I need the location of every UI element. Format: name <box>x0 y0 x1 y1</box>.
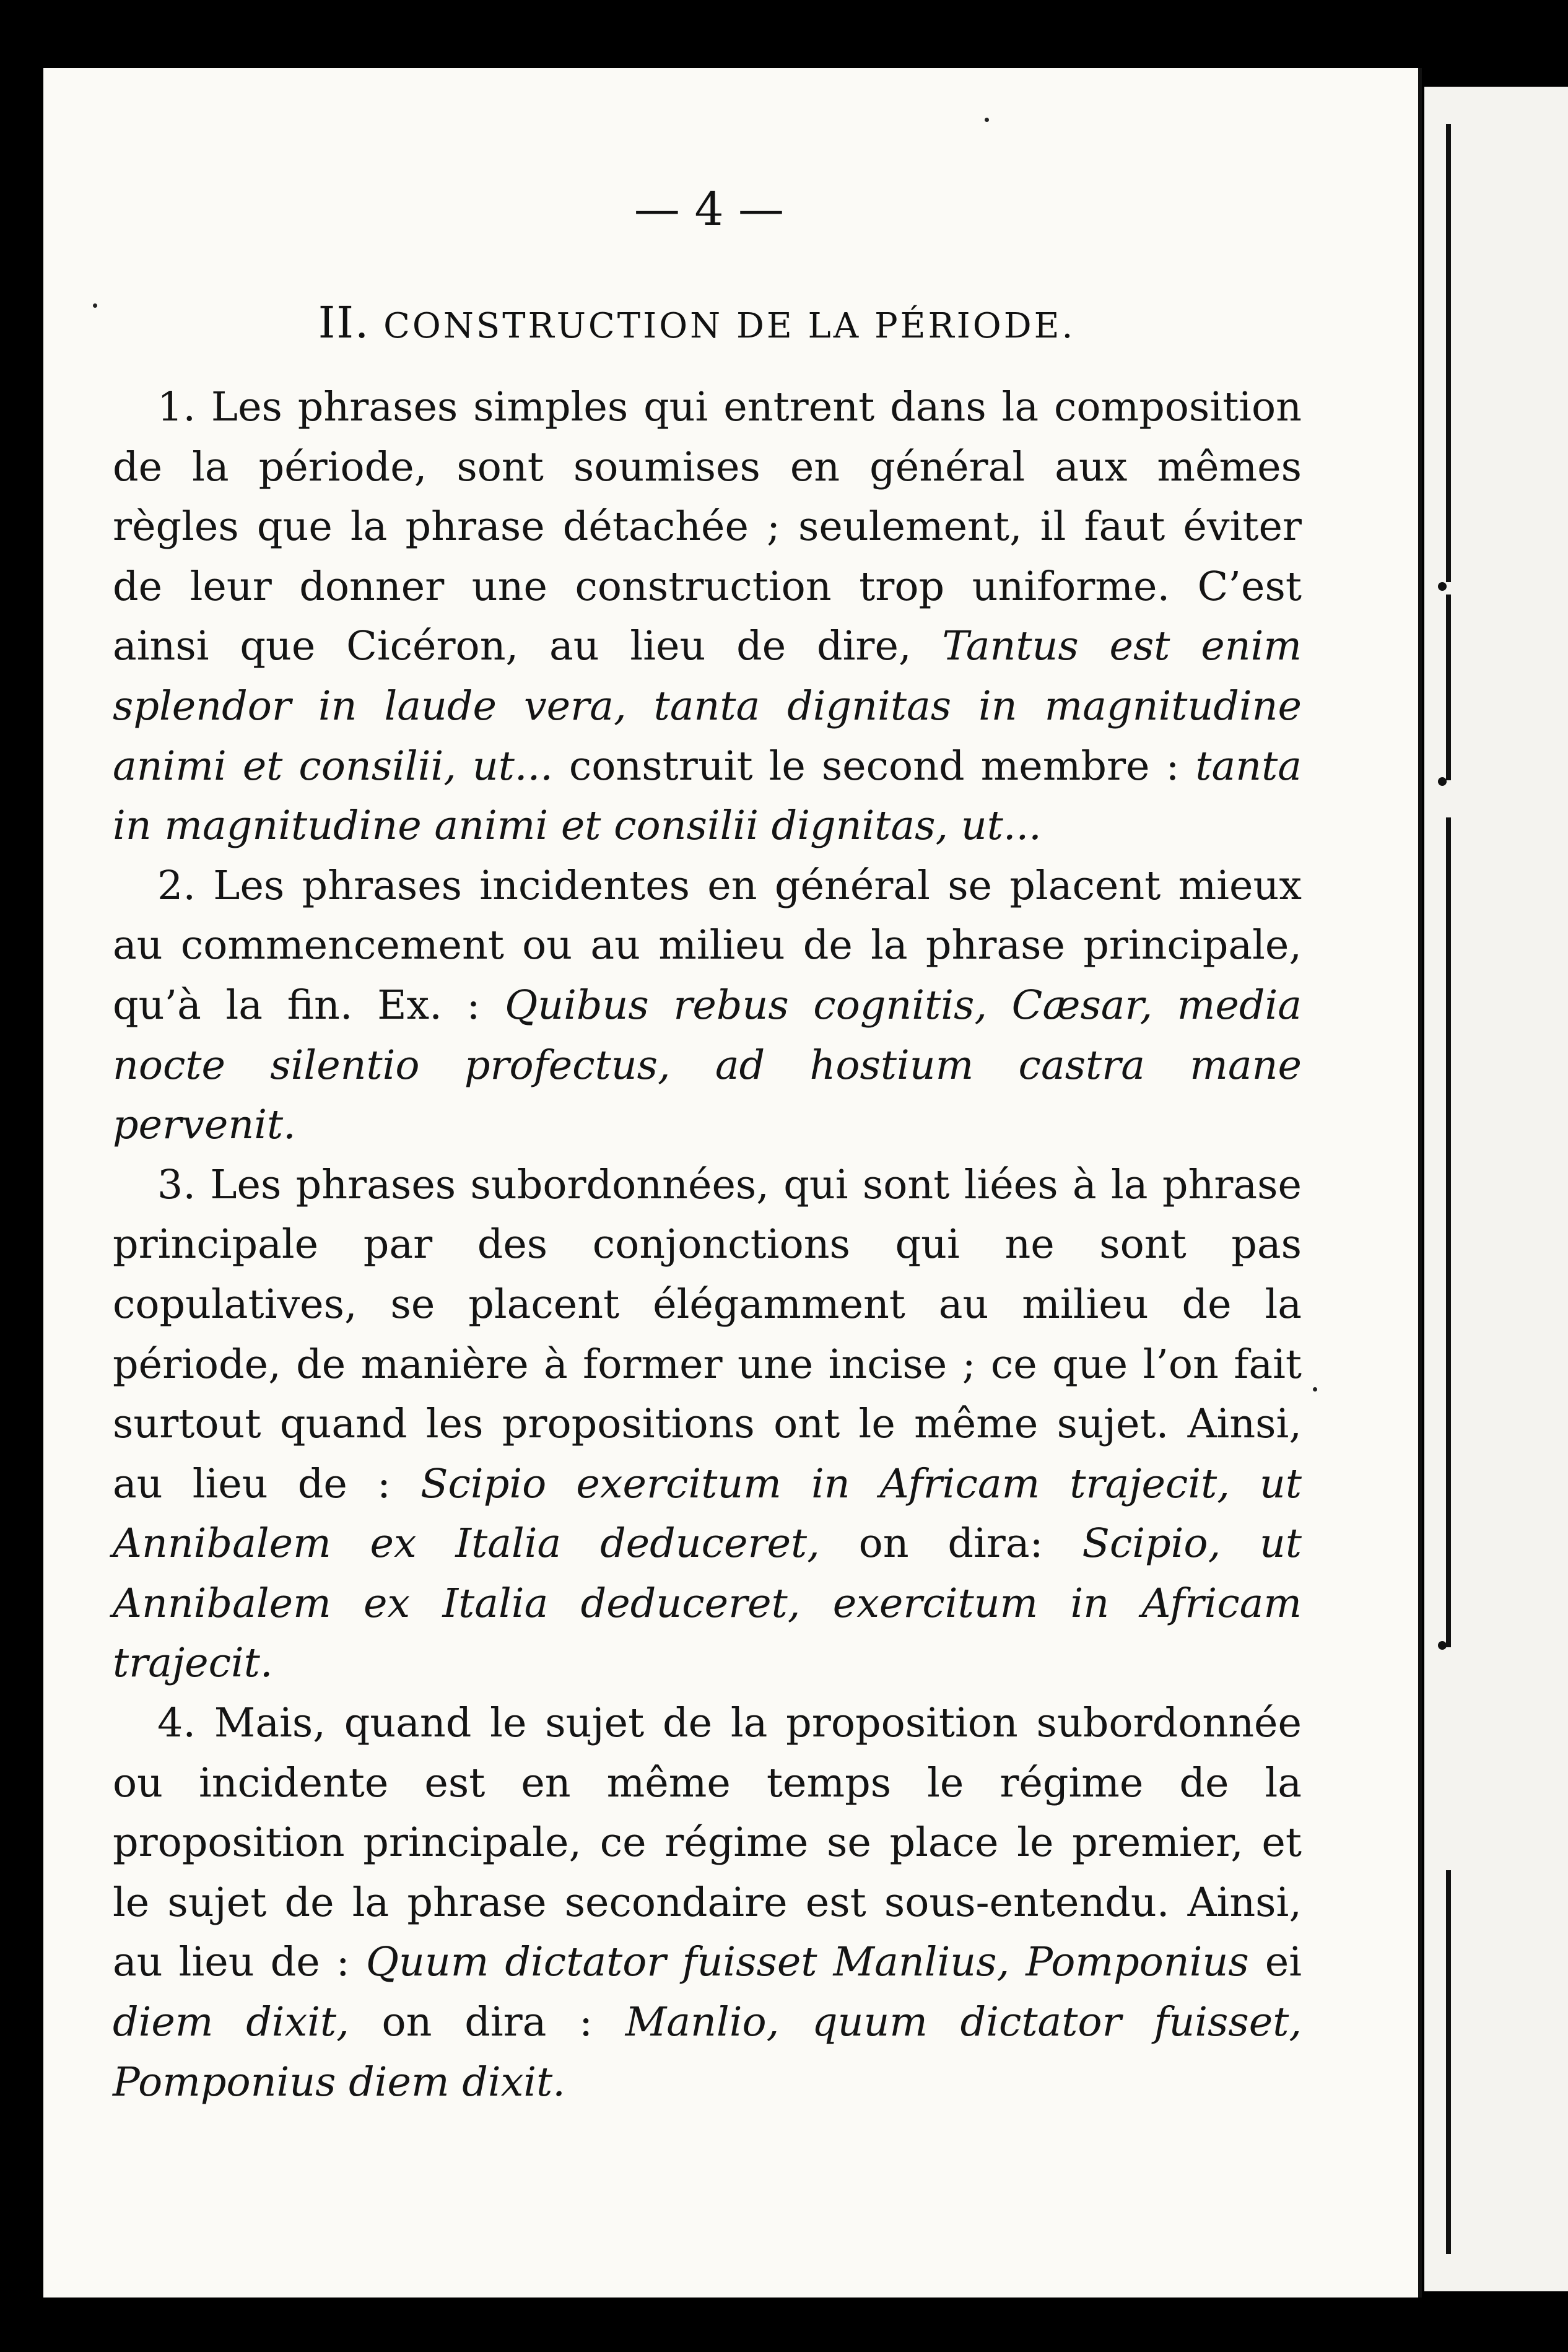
latin-example: Scipio exercitum in Africam trajecit, ut Annibalem ex Italia deduceret, <box>113 1460 1302 1567</box>
paragraph-text: construit le second membre : <box>552 743 1196 790</box>
page-number: — 4 — <box>634 183 785 236</box>
paragraph-text: 1. Les phrases simples qui entrent dans la composition de la période, sont soumises en général aux mêmes règles que la phrase détachée ; seulement, il faut éviter de leur donner une construction trop uniforme. C’est ainsi que Cicéron, au lieu de dire, <box>113 384 1302 670</box>
edge-shadow <box>1446 1870 1451 2254</box>
paragraph-2 <box>113 856 1302 1156</box>
latin-example: Quibus rebus cognitis, Cæsar, media nocte silentio profectus, ad hostium castra mane pervenit. <box>113 982 1302 1149</box>
paragraph-text: ei <box>1248 1939 1302 1986</box>
latin-example: Scipio, ut Annibalem ex Italia deduceret, exercitum in Africam trajecit. <box>113 1520 1302 1687</box>
paragraph-text: on dira : <box>349 1999 625 2046</box>
paragraph-text: 2. Les phrases incidentes en général se placent mieux au commencement ou au milieu de la phrase principale, qu’à la fin. Ex. : <box>113 862 1302 1029</box>
latin-example: Manlio, quum dictator fuisset, Pomponius diem dixit. <box>113 1999 1302 2106</box>
paragraph-3 <box>113 1156 1302 1694</box>
edge-speck <box>1438 1641 1447 1650</box>
latin-example: Tantus est enim splendor in laude vera, tanta dignitas in magnitudine animi et consilii, ut... <box>113 623 1302 790</box>
paragraph-text: 4. Mais, quand le sujet de la proposition subordonnée ou incidente est en même temps le régime de la proposition principale, ce régime se place le premier, et le sujet de la phrase secondaire est sous-entendu. Ainsi, au lieu de : <box>113 1700 1302 1986</box>
latin-example: Quum dictator fuisset Manlius, Pomponius <box>365 1939 1249 1986</box>
latin-example: diem dixit, <box>113 1999 349 2046</box>
edge-speck <box>1438 777 1447 786</box>
paragraph-text: 3. Les phrases subordonnées, qui sont liées à la phrase principale par des conjonctions qui ne sont pas copulatives, se placent élégamment au milieu de la période, de manière à former une incise ; ce que l’on fait surtout quand les propositions ont le même sujet. Ainsi, au lieu de : <box>113 1161 1302 1507</box>
edge-shadow <box>1446 817 1451 1647</box>
section-title: CONSTRUCTION DE LA PÉRIODE. <box>383 306 1076 346</box>
dust-speck <box>985 118 989 122</box>
edge-shadow <box>1446 595 1451 780</box>
edge-shadow <box>1446 124 1451 582</box>
paragraph-4 <box>113 1694 1302 2112</box>
paragraph-1 <box>113 378 1302 856</box>
paragraph-text: on dira: <box>819 1520 1082 1567</box>
latin-example: tanta in magnitudine animi et consilii dignitas, ut... <box>113 743 1302 850</box>
body-text <box>113 378 1302 2112</box>
section-heading <box>0 297 1393 348</box>
section-number: II. <box>318 297 370 348</box>
dust-speck <box>1313 1387 1317 1392</box>
edge-speck <box>1438 582 1447 591</box>
